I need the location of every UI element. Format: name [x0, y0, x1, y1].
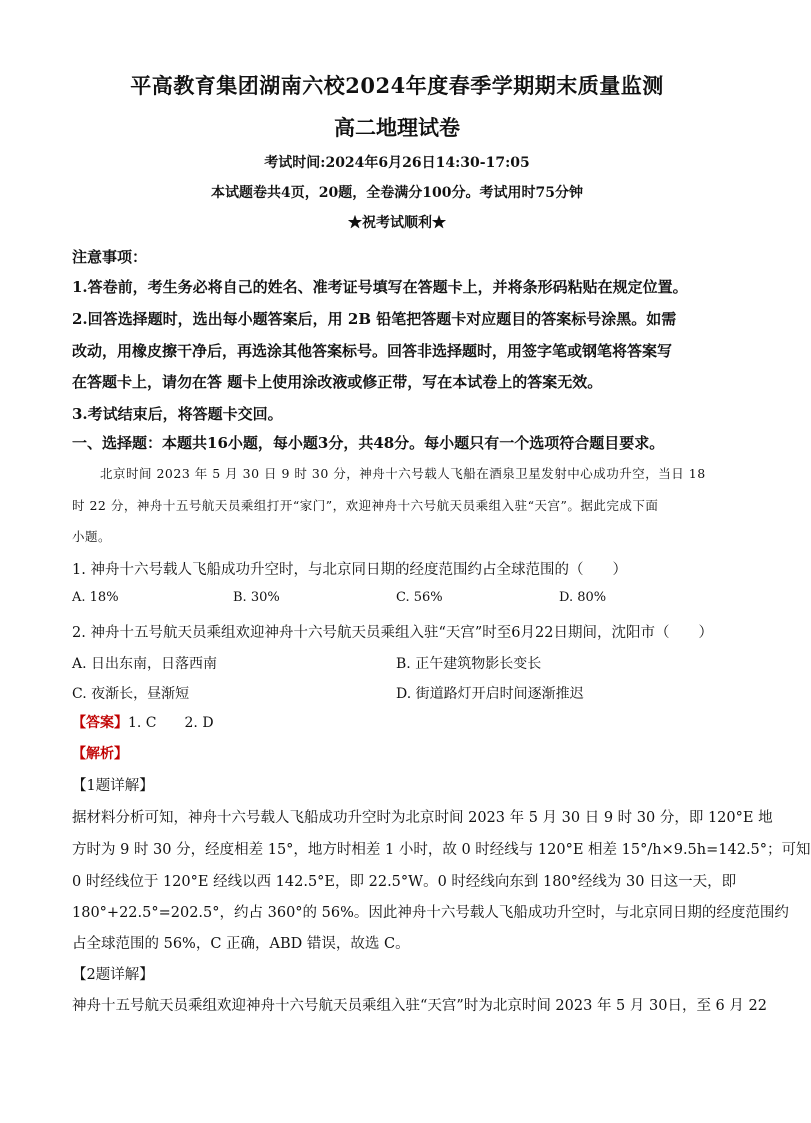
detail-2-line-1: 神舟十五号航天员乘组欢迎神舟十六号航天员乘组入驻“天宫”时为北京时间 2023 年 5 月 30日，至 6 月 22 — [72, 998, 767, 1014]
question-1-stem: 1. 神舟十六号载人飞船成功升空时，与北京同日期的经度范围约占全球范围的（ ） — [72, 562, 627, 578]
notice-item-1: 1.答卷前，考生务必将自己的姓名、准考证号填写在答题卡上，并将条形码粘贴在规定位置。 — [72, 278, 688, 296]
detail-1-line-3: 0 时经线位于 120°E 经线以西 142.5°E，即 22.5°W。0 时经线向东到 180°经线为 30 日这一天，即 — [72, 874, 737, 890]
detail-2-label: 【2题详解】 — [72, 967, 154, 983]
detail-1-label: 【1题详解】 — [72, 778, 154, 794]
q2-option-b: B. 正午建筑物影长变长 — [396, 656, 542, 672]
exam-title: 平高教育集团湖南六校2024年度春季学期期末质量监测 — [130, 73, 664, 98]
notice-item-2-line-3: 在答题卡上，请勿在答 题卡上使用涂改液或修正带，写在本试卷上的答案无效。 — [72, 373, 603, 391]
q2-option-c: C. 夜渐长，昼渐短 — [72, 686, 190, 702]
detail-1-line-5: 占全球范围的 56%，C 正确，ABD 错误，故选 C。 — [72, 936, 410, 952]
q1-option-d: D. 80% — [559, 590, 607, 605]
notice-item-3: 3.考试结束后，将答题卡交回。 — [72, 405, 283, 423]
exam-subtitle: 高二地理试卷 — [334, 115, 460, 140]
answer-row — [72, 712, 722, 732]
answer-label: 【答案】 — [72, 715, 128, 731]
question-2-stem: 2. 神舟十五号航天员乘组欢迎神舟十六号航天员乘组入驻“天宫”时至6月22日期间，沈阳市（ ） — [72, 625, 713, 641]
notice-item-2-line-2: 改动，用橡皮擦干净后，再选涂其他答案标号。回答非选择题时，用签字笔或钢笔将答案写 — [72, 342, 673, 360]
detail-1-line-1: 据材料分析可知，神舟十六号载人飞船成功升空时为北京时间 2023 年 5 月 30 日 9 时 30 分，即 120°E 地 — [72, 810, 773, 826]
q2-option-d: D. 街道路灯开启时间逐渐推迟 — [396, 686, 584, 702]
notice-item-2-line-1: 2.回答选择题时，选出每小题答案后，用 2B 铅笔把答题卡对应题目的答案标号涂黑。如需 — [72, 310, 677, 328]
exam-info: 本试题卷共4页，20题，全卷满分100分。考试用时75分钟 — [211, 185, 583, 201]
detail-1-line-2: 方时为 9 时 30 分，经度相差 15°，地方时相差 1 小时，故 0 时经线与 120°E 相差 15°/h×9.5h=142.5°；可知 — [72, 842, 811, 858]
good-luck-wish: ★祝考试顺利★ — [348, 215, 446, 231]
notice-heading: 注意事项： — [72, 248, 148, 266]
section-heading: 一、选择题：本题共16小题，每小题3分，共48分。每小题只有一个选项符合题目要求。 — [72, 434, 665, 452]
material-line-3: 小题。 — [72, 529, 112, 544]
q1-option-a: A. 18% — [72, 590, 119, 605]
exam-time: 考试时间:2024年6月26日14:30-17:05 — [264, 155, 530, 171]
detail-1-line-4: 180°+22.5°=202.5°，约占 360°的 56%。因此神舟十六号载人飞船成功升空时，与北京同日期的经度范围约 — [72, 905, 789, 921]
material-line-2: 时 22 分，神舟十五号航天员乘组打开“家门”，欢迎神舟十六号航天员乘组入驻“天宫”。据此完成下面 — [72, 498, 659, 513]
material-line-1: 北京时间 2023 年 5 月 30 日 9 时 30 分，神舟十六号载人飞船在酒泉卫星发射中心成功升空，当日 18 — [100, 466, 706, 481]
q1-option-b: B. 30% — [233, 590, 280, 605]
q1-option-c: C. 56% — [396, 590, 443, 605]
q2-option-a: A. 日出东南，日落西南 — [72, 656, 218, 672]
analysis-label: 【解析】 — [72, 746, 128, 762]
answer-value: 1. C 2. D — [128, 715, 214, 731]
